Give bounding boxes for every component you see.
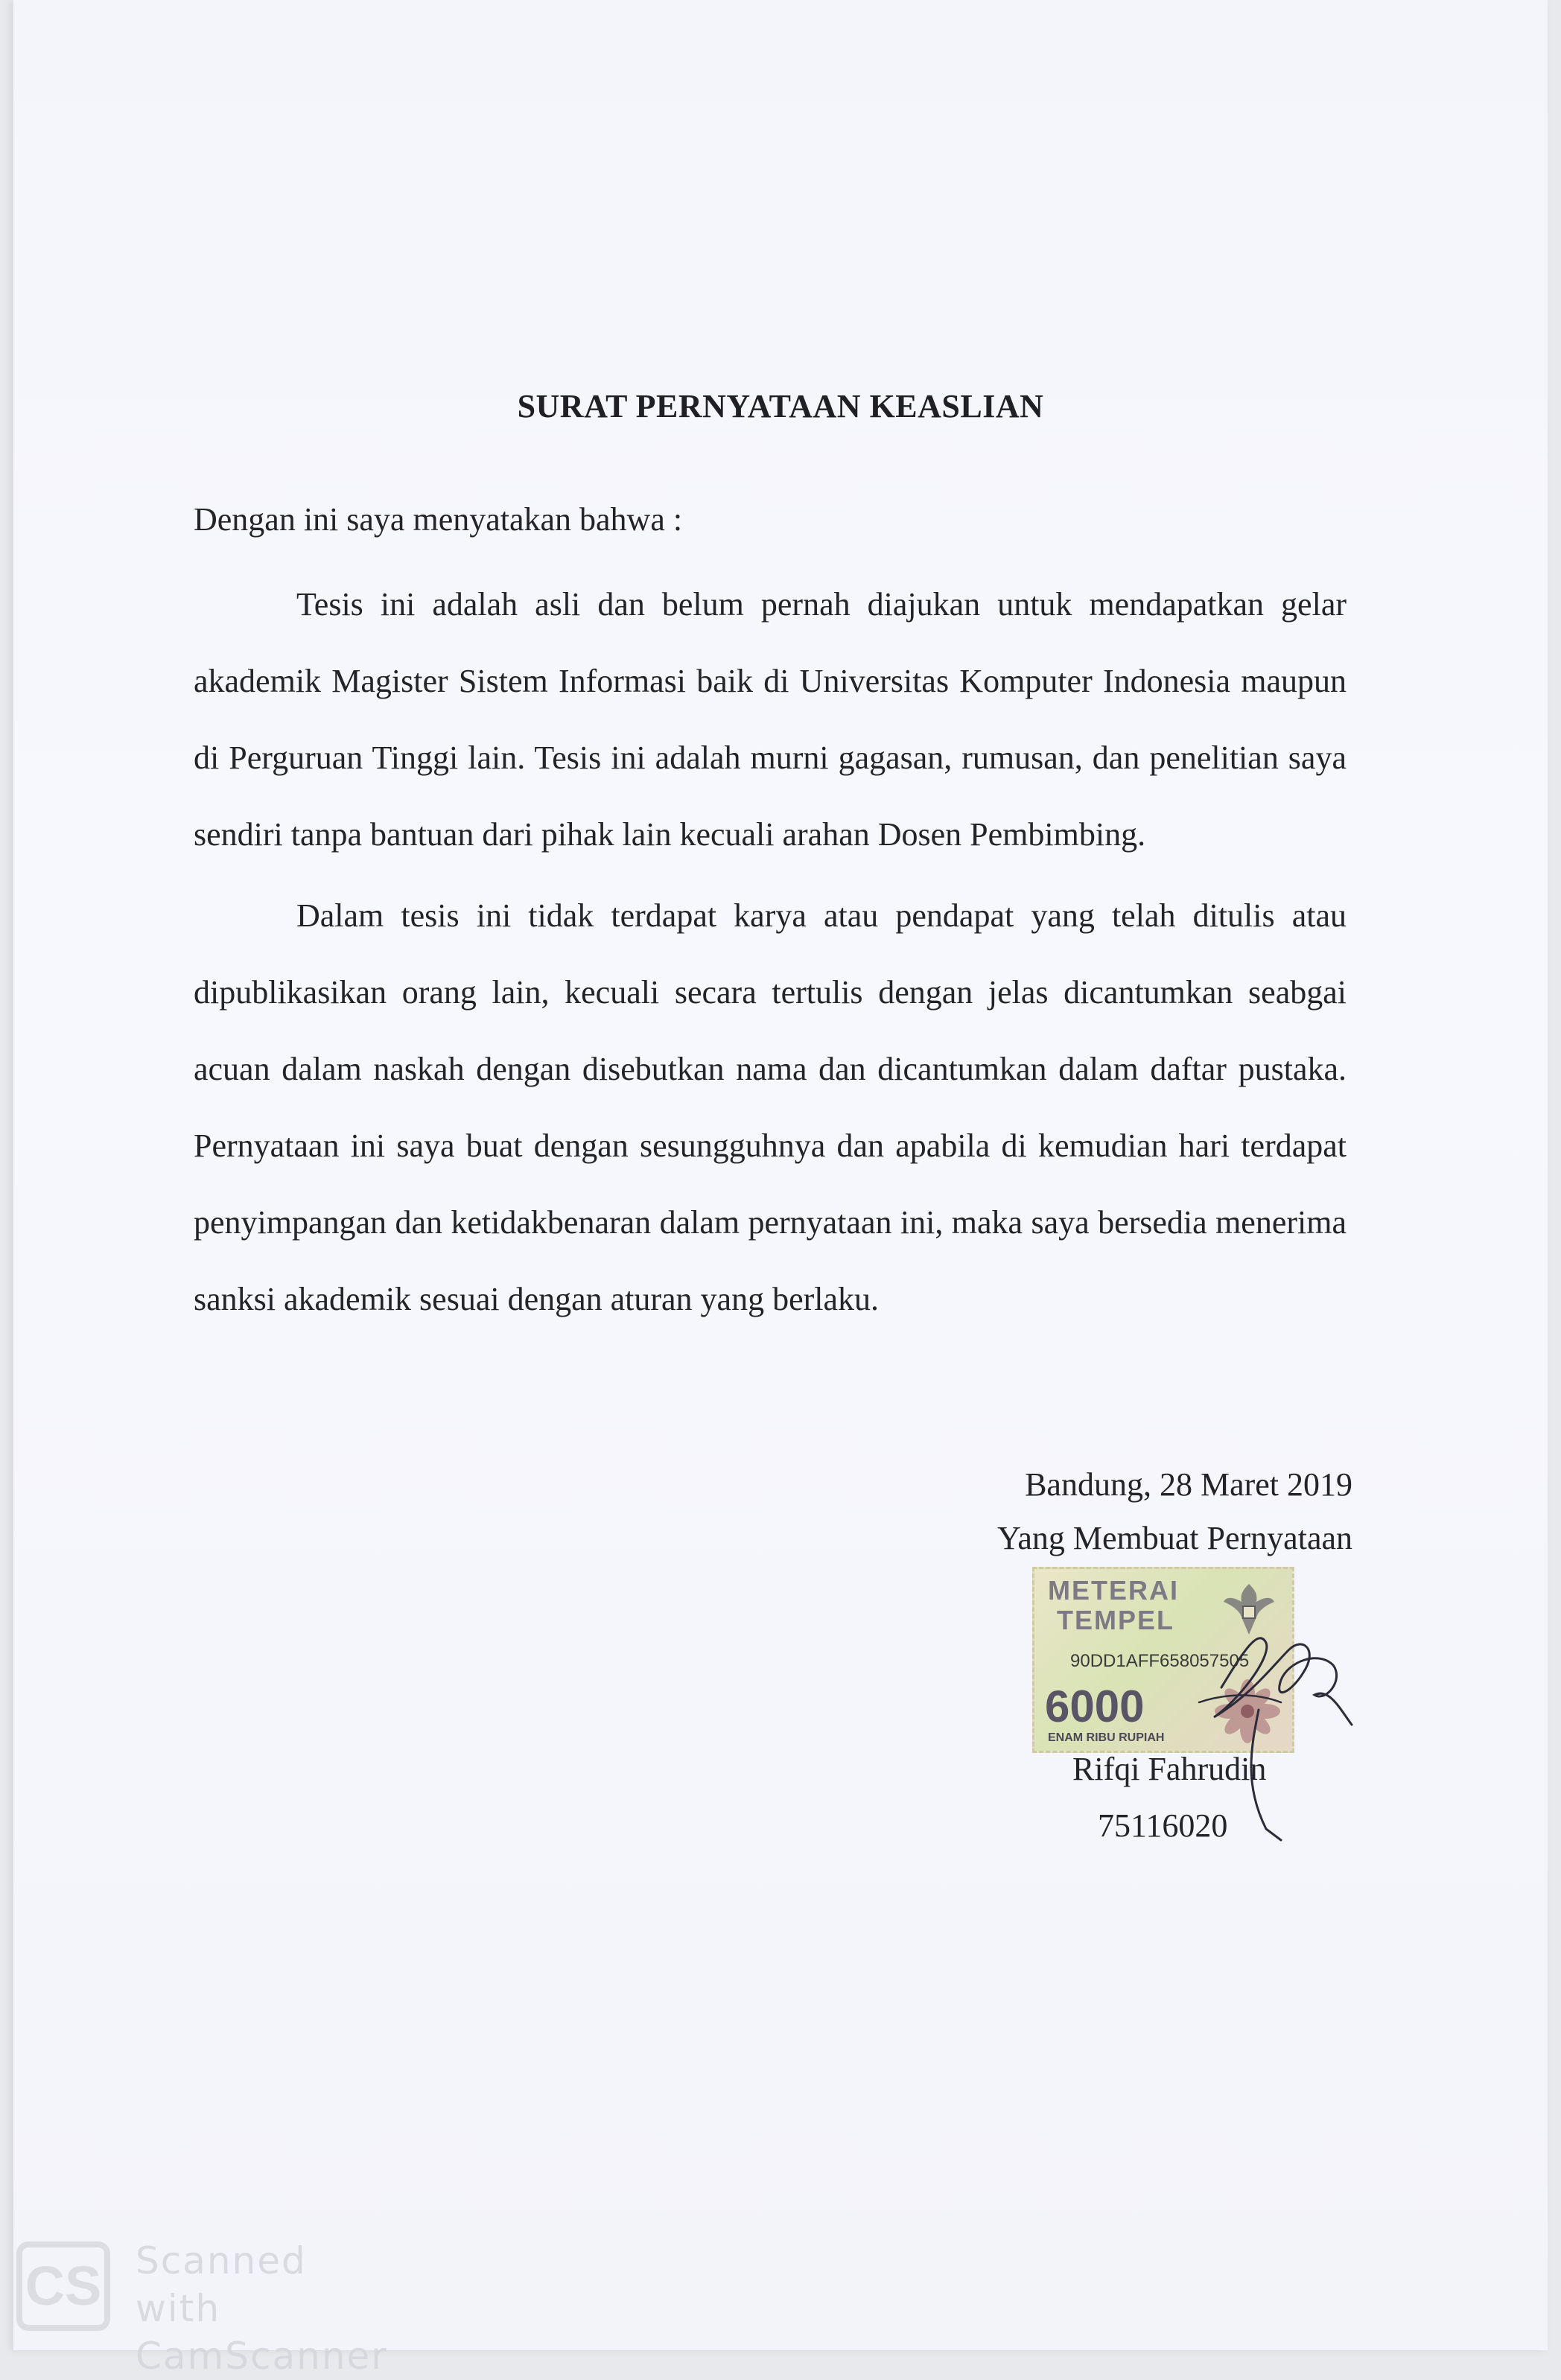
- signer-name: Rifqi Fahrudin: [1072, 1751, 1267, 1787]
- camscanner-logo-icon: CS: [16, 2241, 110, 2331]
- camscanner-watermark: [16, 2237, 404, 2378]
- stamp-serial: 90DD1AFF658057505: [1070, 1651, 1250, 1671]
- document-title: SURAT PERNYATAAN KEASLIAN: [517, 388, 1044, 424]
- signer-role: Yang Membuat Pernyataan: [997, 1520, 1352, 1556]
- watermark-line-1: Scanned with: [136, 2239, 307, 2330]
- place-date: Bandung, 28 Maret 2019: [1025, 1466, 1352, 1503]
- watermark-text: [136, 2237, 404, 2380]
- paragraph-1: Tesis ini adalah asli dan belum pernah diajukan untuk mendapatkan gelar akademik Magister Sistem Informasi baik di Universitas Komputer Indonesia maupun di Perguruan Tinggi lain. Tesis ini adalah murni gagasan, rumusan, dan penelitian saya sendiri tanpa bantuan dari pihak lain kecuali arahan Dosen Pembimbing.: [194, 586, 1347, 853]
- signer-id: 75116020: [1098, 1807, 1228, 1844]
- watermark-line-2: CamScanner: [136, 2335, 388, 2378]
- stamp-value-words: ENAM RIBU RUPIAH: [1048, 1731, 1165, 1744]
- paragraph-2: Dalam tesis ini tidak terdapat karya atau pendapat yang telah ditulis atau dipublikasikan orang lain, kecuali secara tertulis dengan jelas dicantumkan seabgai acuan dalam naskah dengan disebutkan nama dan dicantumkan dalam daftar pustaka. Pernyataan ini saya buat dengan sesungguhnya dan apabila di kemudian hari terdapat penyimpangan dan ketidakbenaran dalam pernyataan ini, maka saya bersedia menerima sanksi akademik sesuai dengan aturan yang berlaku.: [194, 897, 1347, 1317]
- stamp-line-2: TEMPEL: [1057, 1605, 1175, 1635]
- stamp-line-1: METERAI: [1048, 1575, 1179, 1606]
- opening-line: Dengan ini saya menyatakan bahwa :: [194, 501, 683, 538]
- stamp-value: 6000: [1045, 1681, 1145, 1731]
